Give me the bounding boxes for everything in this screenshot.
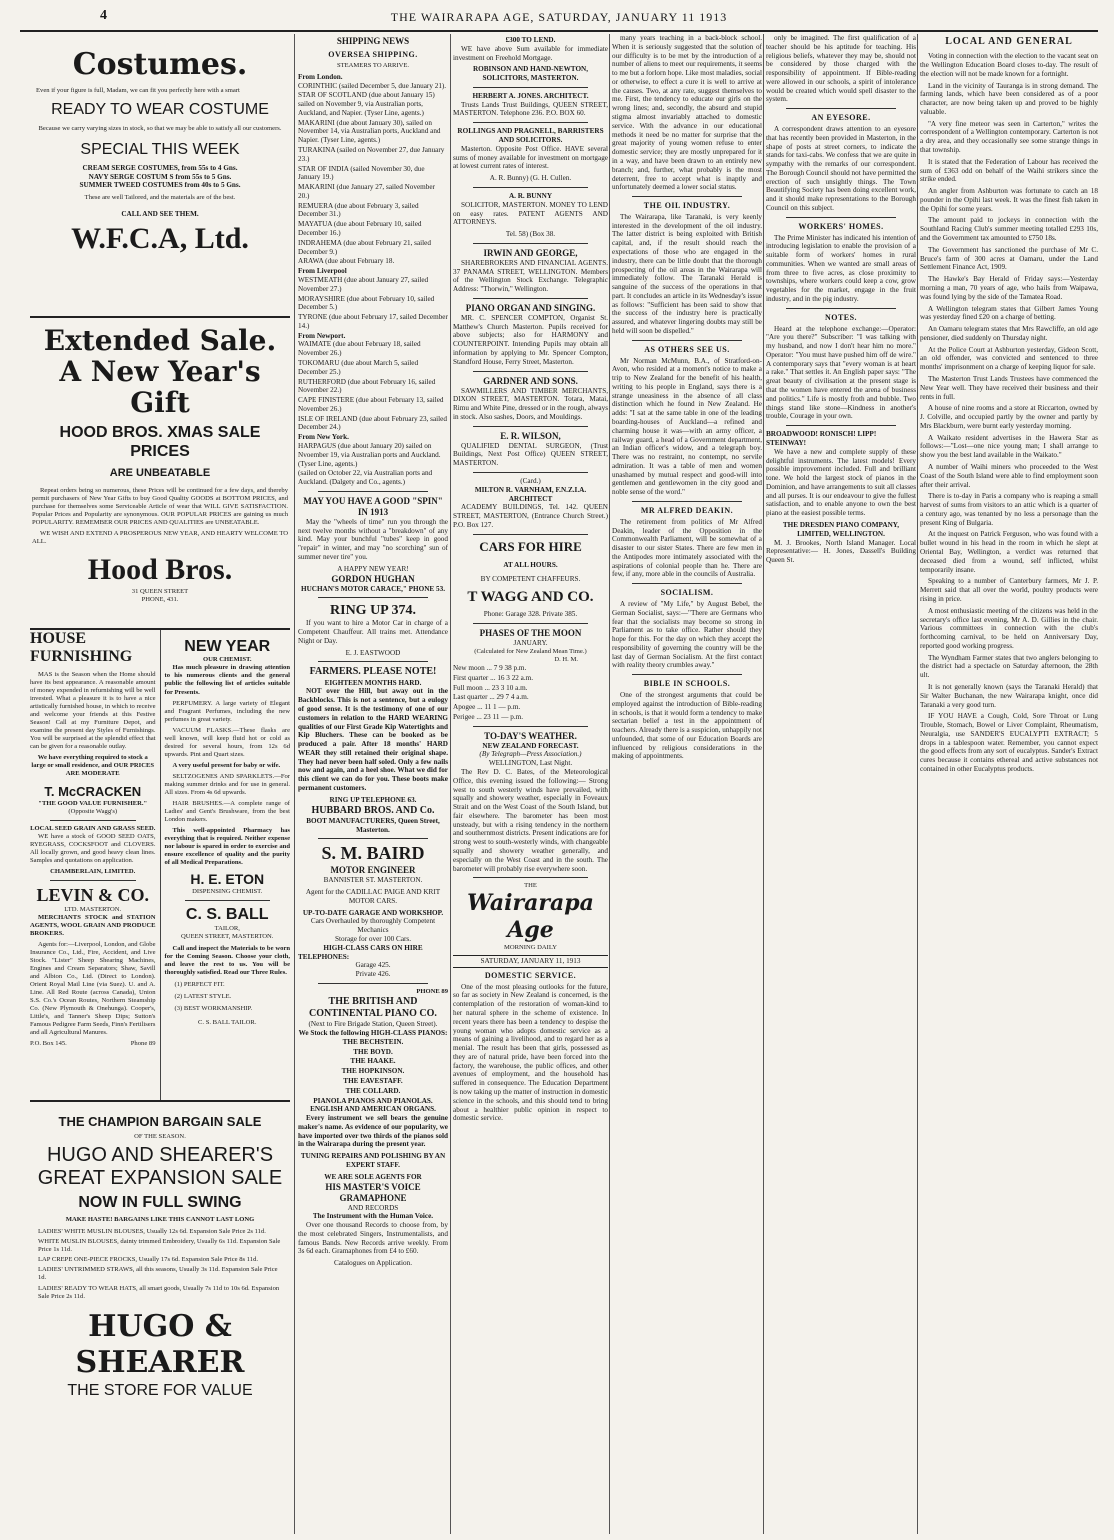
baird-role: MOTOR ENGINEER	[330, 865, 416, 876]
shipping-entry: REMUERA (due about February 3, sailed December 31.)	[298, 201, 419, 219]
newyear-item: This well-appointed Pharmacy has everything that is required. Neither expense nor labour is spared in order to exercise and ensure excellence of quality and the purity of all Medical Preparations.	[164, 826, 290, 867]
house-body: MAS is the Season when the Home should have its best appearance. A reasonable amount of money expended in refurnishing will be well invested. What a pleasure it is to have a nice artistically furnished house, in which to receive and welcome your friends at this Festive Season! Call at my Furniture Depot, and examine the present day Styles of Furnishings. You will be surprised at the splendid effect that can be given for a reasonable outlay.	[30, 670, 156, 751]
moon-row: Perigee ... 23 11 — p.m.	[453, 712, 524, 721]
hood-line1: HOOD BROS. XMAS SALE	[59, 424, 261, 442]
moon-row: Apogee ... 11 1 — p.m.	[453, 703, 521, 712]
levin-body: MERCHANTS STOCK and STATION AGENTS, WOOL GRAIN AND PRODUCE BROKERS.	[30, 914, 156, 938]
local-general-title: LOCAL AND GENERAL	[945, 36, 1073, 47]
shipping-entry: CAPE FINISTERE (due about February 13, sailed November 26.)	[298, 396, 444, 413]
local-paragraph: The Masterton Trust Lands Trustees have commenced the New Year well. They have received their business and their rents in full.	[920, 374, 1098, 401]
local-paragraph: A house of nine rooms and a store at Riccarton, owned by J. Colville, and occupied partly by the owner and partly by Mrs Blackburn, were burnt early yesterday morning.	[920, 404, 1098, 430]
moon-row: First quarter ... 16 3 22 a.m.	[453, 673, 534, 682]
hood-title: Extended Sale.	[43, 324, 277, 357]
costumes-firm: W.F.C.A, Ltd.	[71, 222, 249, 255]
house-tag: "THE GOOD VALUE FURNISHER."	[38, 800, 148, 808]
varnham-card: (Card.)	[520, 477, 541, 485]
farmers-body: NOT over the Hill, but away out in the Backblocks. This is not a sentence, but a eulogy of good sense. It is the testimony of one of our customers in relation to the HARD WEARING qualities of our First Grade Kip Watertights and Kip Bluchers. These can be booked as be produced a pair. After 18 months' HARD WEAR they still retained their original shape. They had never been half soled. Only a few nails now and again, and a heel shoe. What we did for this client we can do for you. These boots make permanent customers.	[298, 687, 448, 793]
column-rule	[917, 34, 918, 1534]
article-continued: many years teaching in a back-block school. When it is seriously suggested that the solution of our difficulty is to be met by the introduction of a number of aliens to meet our requirements, it seems to me but a forlorn hope. Like most maladies, social or otherwise, to effect a cure it is well to arrive at the causes. Two, at any rate, suggest themselves to me. First, the tendency to educate our girls on the wrong lines; and, secondly, the absurd and stupid stigma almost invariably attached to domestic service. With the advance in our educational methods it need be no matter for surprise that the great majority of young women refuse to enter domestic service; they are mostly unprepared for it in a way, and have been drawn to an entirely new branch; and, further, what probably is the most deterrent, free to accept what is inaptly and unfortunately deemed a lower social status.	[612, 34, 762, 192]
local-paragraph: Speaking to a number of Canterbury farmers, Mr J. P. Merrett said that all over the world, poultry products were rising in price.	[920, 577, 1098, 603]
piano-brand: THE BECHSTEIN.	[342, 1037, 404, 1046]
baird-garage: UP-TO-DATE GARAGE AND WORKSHOP.	[302, 908, 444, 917]
pianos-body: We have a new and complete supply of these delightful instruments. The latest models! Every possible improvement included. Full and brilliant tone. We hold the largest stock of pianos in the Dominion, and have arrangements to suit all classes and all purses. It is our endeavour to give the fullest satisfaction, and to enable anyone to own the best piano at the easiest possible terms.	[766, 447, 916, 518]
irwin-body: SHAREBROKERS AND FINANCIAL AGENTS. 37 PANAMA STREET, WELLINGTON. Members of the Wellington Stock Exchange. Telegraphic Address: "Thorwin," Wellington.	[453, 258, 608, 294]
local-paragraph: Voting in connection with the election to the vacant seat on the Wellington Education Board closes to-day. The result of the election will not be made known for a fortnight.	[920, 52, 1098, 78]
shipping-entry: MAYATUA (due about February 10, sailed December 16.)	[298, 220, 422, 238]
cars-by: BY COMPETENT CHAFFEURS.	[480, 575, 581, 584]
local-paragraph: At the inquest on Patrick Ferguson, who was found with a bullet wound in his head in the room in which he slept at Oriental Bay, Wellington, a verdict was returned that deceased died from a wound, self inflicted, whilst temporarily insane.	[920, 530, 1098, 574]
column-1	[30, 34, 290, 1534]
hood-line3: ARE UNBEATABLE	[109, 467, 211, 480]
column-2	[298, 34, 448, 1534]
hood-body: Repeat orders being so numerous, these Prices will be continued for a few days, and thereby permit purchasers of New Year Gifts to buy Good Quality GOODS at BOTTOM PRICES, and purchase for themselves some Serviceable Article of wear that WILL GIVE SATISFACTION. Popular Prices and Popularity are synonymous. OUR POPULAR PRICES are gaining us much POPULARITY. REMEMBER OUR PRICES AND QUALITIES are UNBEATABLE.	[32, 486, 288, 526]
pragnell-title: ROLLINGS AND PRAGNELL, BARRISTERS AND SOLICITORS.	[457, 127, 604, 145]
shipping-sub2: STEAMERS TO ARRIVE.	[336, 61, 410, 69]
page-number: 4	[100, 8, 107, 23]
weather-by: (By Telegraph—Press Association.)	[479, 750, 582, 759]
piano-address: (Next to Fire Brigade Station, Queen Street).	[308, 1020, 438, 1029]
newyear-item: SELTZOGENES AND SPARKLETS.—For making summer drinks and for use in general. All sizes. From 4s 6d upwards.	[164, 772, 290, 796]
costumes-item: CREAM SERGE COSTUMES, from 55s to 4 Gns.	[82, 163, 238, 172]
bible-title: BIBLE IN SCHOOLS.	[643, 679, 731, 689]
shipping-entry: MAKARINI (due January 27, sailed November 20.)	[298, 183, 435, 200]
farmers-title: FARMERS. PLEASE NOTE!	[309, 666, 437, 678]
piano-phone: PHONE 89	[416, 987, 448, 995]
spin-firm: GORDON HUGHAN	[331, 573, 415, 584]
local-paragraph: An angler from Ashburton was fortunate to catch an 18 pounder in the Opihi last week. It was the finest fish taken in the Opihi for some years.	[920, 187, 1098, 213]
piano-agents: WE ARE SOLE AGENTS FOR	[324, 1172, 422, 1181]
moon-title: PHASES OF THE MOON	[479, 628, 582, 639]
hugo-line1: HUGO AND SHEARER'S	[46, 1143, 274, 1166]
hood-line2: PRICES	[130, 442, 190, 460]
piano-gram: GRAMAPHONE	[339, 1192, 407, 1203]
wilson-title: E. R. WILSON,	[500, 430, 561, 441]
hood-address: 31 QUEEN STREET	[131, 588, 189, 596]
csball-rule: (2) LATEST STYLE.	[174, 992, 232, 1000]
spin-title: MAY YOU HAVE A GOOD "SPIN" IN 1913	[303, 495, 443, 517]
local-paragraph: The Wyndham Farmer states that two anglers belonging to the district had a spectacle on Saturday afternoon, the 28th ult.	[920, 653, 1098, 680]
shipping-entry: ARAWA (due about February 18.	[298, 257, 395, 266]
shipping-entry: STAR OF INDIA (sailed November 30, due January 19.)	[298, 164, 425, 182]
csball-rule: (1) PERFECT FIT.	[174, 980, 225, 988]
hood-phone: PHONE, 431.	[141, 596, 179, 604]
costumes-special: SPECIAL THIS WEEK	[80, 141, 240, 159]
bunny-body: SOLICITOR, MASTERTON. MONEY TO LEND on easy rates. PATENT AGENTS AND ATTORNEYS.	[453, 200, 608, 227]
shipping-entry: CORINTHIC (sailed December 5, due January 21).	[298, 81, 447, 90]
farmers-firm: HUBBARD BROS. AND Co.	[311, 804, 435, 816]
piano-pianola: PIANOLA PIANOS AND PIANOLAS.	[313, 1096, 433, 1105]
levin-sub: LTD. MASTERTON.	[64, 905, 122, 913]
baird-private: Private 426.	[355, 970, 391, 979]
local-paragraph: It is not generally known (says the Taranaki Herald) that Sir Walter Buchanan, the new Wairarapa knight, once did Taranaki a very good turn.	[920, 682, 1098, 709]
local-paragraph: It is stated that the Federation of Labour has received the sum of £363 odd on behalf of the Waihi strikers since the strike ended.	[920, 157, 1098, 184]
domestic-title: DOMESTIC SERVICE.	[484, 970, 577, 980]
shipping-sub: OVERSEA SHIPPING.	[328, 49, 418, 59]
cars-title: CARS FOR HIRE	[479, 538, 582, 554]
piano-hmv: HIS MASTER'S VOICE	[325, 1181, 421, 1192]
lend-body: WE have above Sum available for immediate investment on Freehold Mortgage.	[453, 44, 608, 62]
house-title: HOUSE FURNISHING	[30, 630, 133, 666]
hugo-shearer-ad	[30, 1102, 290, 1534]
shipping-entry: ISLE OF IRELAND (due about February 23, sailed December 24.)	[298, 414, 447, 432]
baird-agents: Agent for the CADILLAC PAIGE AND KRIT MOTOR CARS.	[305, 888, 441, 905]
house-firm: T. McCRACKEN	[44, 784, 142, 800]
column-rule	[763, 34, 764, 1534]
masthead-title: Wairarapa Age	[467, 890, 594, 944]
pianos-firm: THE DRESDEN PIANO COMPANY, LIMITED, WELLINGTON.	[782, 520, 900, 538]
baird-tel: TELEPHONES:	[298, 952, 350, 961]
deakin-body: The retirement from politics of Mr Alfred Deakin, leader of the Opposition in the Commonwealth Parliament, will be somewhat of a disaster to our sister States. There are few men in the Antipodes more intimately associated with the aspirations of colonial people than he. There are few, if any, more able in the councils of Australia.	[612, 517, 762, 579]
hood-firm: Hood Bros.	[87, 552, 233, 586]
csball-rule: (3) BEST WORKMANSHIP.	[174, 1005, 253, 1013]
moon-note: (Calculated for New Zealand Mean Time.)	[474, 647, 587, 655]
jones-body: Trusts Lands Trust Buildings, QUEEN STREET, MASTERTON. Telephone 236. P.O. BOX 60.	[453, 100, 608, 118]
costumes-body: Because we carry varying sizes in stock, so that we may be able to satisfy all our customers.	[38, 125, 282, 133]
column-4	[612, 34, 762, 1534]
spin-body: May the "wheels of time" run you through the next twelve months without a "breakdown" of any kind. May your bunchful "tubes" keep in good "repair" in winter, and may "no scorching" sun of summer never tire" you.	[298, 517, 448, 561]
lend-firm: ROBINSON AND HAND-NEWTON, SOLICITORS, MASTERTON.	[472, 65, 589, 83]
piano-stock: We Stock the following HIGH-CLASS PIANOS:	[298, 1029, 448, 1038]
hugo-season: OF THE SEASON.	[134, 1132, 186, 1140]
hugo-item: WHITE MUSLIN BLOUSES, dainty trimmed Embroidery, Usually 6s 11d. Expansion Sale Price 1s 11d.	[38, 1238, 281, 1254]
shipping-entry: WAIMATE (due about February 18, sailed November 26.)	[298, 340, 421, 358]
shipping-entry: TOKOMARU (due about March 5, sailed December 25.)	[298, 358, 419, 376]
column-rule	[294, 34, 295, 1534]
varnham-title: MILTON R. VARNHAM, F.N.Z.I.A.	[474, 485, 587, 494]
hugo-item: LADIES' UNTRIMMED STRAWS, all this seasons, Usually 3s 11d. Expansion Sale Price 1d.	[38, 1266, 278, 1282]
irwin-title: IRWIN AND GEORGE,	[483, 247, 578, 258]
others-title: AS OTHERS SEE US.	[644, 344, 730, 354]
baird-garage-no: Garage 425.	[355, 961, 391, 970]
costumes-item: NAVY SERGE COSTUM S from 55s to 5 Gns.	[88, 172, 232, 181]
piano-body: Every instrument we sell bears the genuine maker's name. As evidence of our popularity, we have imported over two thirds of the pianos sold in the Wairarapa during the present year.	[298, 1114, 448, 1149]
gardner-body: SAWMILLERS AND TIMBER MERCHANTS, DIXON STREET, MASTERTON. Totara, Matai, Rimu and White Pine, dressed or in the rough, always in stock. Also sashes, Doors, and Mouldings.	[453, 386, 608, 421]
others-body: Mr Norman McMunn, B.A., of Stratford-on-Avon, who resided at a moment's notice to make a trip to New Zealand for the benefit of his health, writing to his people in England, says there is a strange uneasiness in the absence of all class distinction which he found in New Zealand. He adds: "I sat at the same table in one of the leading boarding-houses of Auckland—a refined and charming house it was—with an army officer, a railway guard, a head of a Government department, an Indian officer's widow, and a telegraph boy. There was no restraint, no contempt, no servile admiration. It was a table of men and women unashamed by mutual respect and good-will into gentlemen and gentlewomen in the city good and noble sense of the word."	[612, 356, 762, 497]
baird-street: BANNISTER ST. MASTERTON.	[323, 876, 423, 885]
piano-brand: THE COLLARD.	[345, 1086, 401, 1095]
house-note: We have everything required to stock a large or small residence, and OUR PRICES ARE MODERATE	[31, 754, 155, 778]
shipping-entry: WESTMEATH (due about January 27, sailed November 27.)	[298, 275, 429, 293]
piano-brand: THE HOPKINSON.	[341, 1067, 405, 1076]
levin-phone: Phone 89	[130, 1040, 156, 1048]
csball-title: C. S. BALL	[185, 906, 269, 924]
local-paragraph: At the Police Court at Ashburton yesterday, Gideon Scott, an old offender, was convicted and sentenced to three months' imprisonment on a charge of keeping liquor for sale.	[920, 345, 1098, 372]
baird-title: S. M. BAIRD	[321, 843, 425, 864]
spin-garage: HUCHAN'S MOTOR CARACE," PHONE 53.	[300, 584, 446, 593]
baird-care: Cars Overhauled by thoroughly Competent Mechanics	[310, 917, 436, 935]
jones-title: HERBERT A. JONES. ARCHITECT.	[472, 91, 589, 100]
domestic-body: One of the most pleasing outlooks for the future, so far as society in New Zealand is concerned, is the contemplation of the restoration of woman-kind to her natural sphere in the scheme of existence. In recent years there has been a tendency to despise the young woman who adopts domestic service as a means of gaining a livelihood, and to regard her as a menial. The result has been that girls, possessed as they are of natural pride, have been forced into the factory, the warehouse, the public offices, and other avenues of employment, and the household has suffered in consequence. The Education Department is now taking up the matter of instruction in domestic science in the schools, and this should tend to bring about a healthier public opinion in respect to domestic service.	[453, 982, 608, 1123]
shipping-entry: INDRAHEMA (due about February 21, sailed December 9.)	[298, 238, 431, 256]
oil-body: The Wairarapa, like Taranaki, is very keenly interested in the development of the oil industry. The latter district is being exploited with British capital, and, if the result should reach the expectations of those who are engaged in the industry, there can be little doubt that the thorough prospecting of the oil areas in the Wairarapa will immediately follow. The Taranaki Herald is sanguine of the success of the operations in that part. It concludes an article in its Wednesday's issue as follows: "Sufficient has been said to show that the success of the industry here is practically assured, and whatever lingering doubts may still be held will soon be dispelled."	[612, 212, 762, 335]
weather-place: WELLINGTON, Last Night.	[488, 759, 573, 768]
eyesore-title: AN EYESORE.	[811, 113, 871, 123]
column-3	[453, 34, 608, 1534]
shipping-from: From New York.	[298, 433, 349, 442]
shipping-entry: HARPAGUS (due about January 20) sailed on Nvoember 19, via Australian ports and Auckland. (Tyser Line, agents.)	[298, 442, 441, 468]
csball-sign: C. S. BALL TAILOR.	[198, 1019, 257, 1027]
column-5	[766, 34, 916, 1534]
workers-body: The Prime Minister has indicated his intention of introducing legislation to enable the provision of a suitable form of workers' homes in rural communities. When we wanted are small areas of from three to five acres, as close proximity to townships, where workers could keep a cow, grow vegetables for the market, engage in the fruit industry, and in the pig industry.	[766, 233, 916, 304]
shipping-entry: TYRONE (due about February 17, sailed December 14.)	[298, 313, 448, 330]
shipping-entry: (sailed on October 22, via Australian ports and Auckland. (Dalgety and Co., agents.)	[298, 469, 433, 487]
piano-brand: THE BOYD.	[353, 1047, 393, 1056]
oil-title: THE OIL INDUSTRY.	[643, 201, 731, 211]
weather-body: The Rev D. C. Bates, of the Meteorological Office, this evening issued the following:— Strong west to south westerly winds have prevailed, with squally and showery weather, especially in Foveaux Strait and on the West Coast of the South Island, but fair elsewhere. The barometer has been most unsteady, but with a rising tendency in the northern and southernmost districts. Present indications are for strong west to south-westerly winds, with changeable squally and showery weather generally, and especially on the West Coast and in the south. The barometer will probably rise everywhere soon.	[453, 768, 608, 873]
socialism-title: SOCIALISM.	[660, 588, 714, 598]
masthead-the: THE	[524, 882, 537, 890]
piano-cat: Catalogues on Application.	[333, 1259, 413, 1268]
weather-sub: NEW ZEALAND FORECAST.	[482, 741, 579, 750]
newyear-title: NEW YEAR	[184, 638, 271, 655]
ringup-title: RING UP 374.	[330, 603, 416, 619]
organ-body: MR. C. SPENCER COMPTON, Organist St. Matthew's Church Masterton. Pupils received for above subjects; also for HARMONY and COUNTERPOINT. Intending Pupils may obtain all information by applying to Mr. Spencer Compton, Standford House, Ferry Street, Masterton.	[453, 313, 608, 366]
seed-title: LOCAL SEED GRAIN AND GRASS SEED.	[30, 825, 156, 833]
house-opp: (Opposite Wagg's)	[68, 808, 118, 816]
moon-month: JANUARY.	[513, 639, 548, 648]
newyear-item: PERFUMERY. A large variety of Elegant and Fragrant Perfumes, including the new perfumes in great variety.	[164, 699, 290, 723]
piano-title: THE BRITISH AND CONTINENTAL PIANO CO.	[309, 995, 437, 1020]
pianos-agent: M. J. Brookes, North Island Manager. Local Representative:— H. Jones, Dassell's Building Queen St.	[766, 538, 916, 565]
costumes-ad	[30, 34, 290, 318]
csball-body: Call and inspect the Materials to be worn for the Coming Season. Choose your cloth, and leave the rest to us. You will be thoroughly satisfied. Read our Three Rules.	[164, 944, 290, 976]
pragnell-body: Masterton. Opposite Post Office. HAVE several sums of money available for investment on mortgage at lowest current rates of interest.	[453, 144, 608, 171]
notes-body: Heard at the telephone exchange:—Operator: "Are you there?" Subscriber: "I was talking with my husband, and now I don't hear him no more." Operator: "You must have pushed him off de wire." A contemporary says that "every woman is at heart a rake." That settles it. An English paper says: "The great beauty of civilisation at the present stage is that the women have entered the arena of business and politics." Life is mostly froth and bubble. Two things stand like stone—Kindness in another's trouble, Courage in your own.	[766, 324, 916, 421]
newyear-role: DISPENSING CHEMIST.	[192, 888, 263, 896]
farmers-sub: EIGHTEEN MONTHS HARD.	[324, 678, 422, 687]
levin-agents: Agents for:—Liverpool, London, and Globe Insurance Co., Ltd., Fire, Accident, and Live Stock. "Lister" Sheep Shearing Machines, Engines and Cream Separators; Shaw, Savill and Albion Co., Ltd. (Direct to London). Orient Royal Mail Line (via Suez). U. and A. Line. All Red Route (across Canada), Union S.S. Co.'s Ocean Routes, Northern Steamship Co. (New Plymouth & Onehunga). Cooper's, Little's, and Tanner's Sheep Dips; Sutton's Famous Pedigree Farm Seeds, Finn's Fertilisers and all Agricultural Manures.	[30, 941, 156, 1037]
pragnell-names: A. R. Bunny) (G. H. Cullen.	[489, 174, 572, 183]
hood-subtitle: A New Year's Gift	[59, 354, 261, 419]
local-paragraph: A Waikato resident advertises in the Hawera Star as follows:—"Lost—one nice young man; I shall arrange to show you the best land available in the Waikato."	[920, 433, 1098, 460]
weather-title: TO-DAY'S WEATHER.	[484, 730, 577, 741]
cars-sub: AT ALL HOURS.	[503, 560, 558, 569]
local-paragraph: A number of Waihi miners who proceeded to the West Coast of the South Island were able to find employment soon after their arrival.	[920, 463, 1098, 489]
local-paragraph: IF YOU HAVE a Cough, Cold, Sore Throat or Lung Trouble, Stomach, Bowel or Liver Complaint, Rheumatism, Neuralgia, use SANDER'S EUCALYPTI EXTRACT; 5 drops in a tablespoon water. Remember, you cannot expect the good effects from any sort of eucalyptus. Sander's Extract cures because it contains ethereal and active substances not contained in other Eucalyptus products.	[920, 712, 1098, 773]
shipping-from: From London.	[298, 72, 343, 81]
piano-records: AND RECORDS	[347, 1203, 399, 1212]
varnham-body: ACADEMY BUILDINGS, Tel. 142. QUEEN STREET, MASTERTON, (Entrance Church Street.) P.O. Box 127.	[453, 503, 608, 529]
column-rule	[450, 34, 451, 1534]
hugo-item: LADIES' WHITE MUSLIN BLOUSES, Usually 12s 6d. Expansion Sale Price 2s 11d.	[38, 1228, 266, 1236]
newspaper-title: THE WAIRARAPA AGE, SATURDAY, JANUARY 11 1913	[390, 10, 728, 24]
moon-row: Last quarter ... 29 7 4 a.m.	[453, 693, 529, 702]
csball-street: QUEEN STREET, MASTERTON.	[181, 932, 274, 940]
costumes-call: CALL AND SEE THEM.	[121, 210, 199, 219]
pianos-title: BROADWOOD! RONISCH! LIPP! STEINWAY!	[766, 430, 877, 447]
csball-role: TAILOR,	[214, 924, 240, 932]
cars-phone: Phone: Garage 328. Private 385.	[483, 610, 578, 619]
local-paragraph: An Oamaru telegram states that Mrs Rawcliffe, an old age pensioner, died suddenly on Thursday night.	[920, 325, 1098, 342]
masthead	[20, 8, 1098, 32]
masthead-sub: MORNING DAILY	[503, 944, 557, 952]
shipping-from: From Liverpool	[298, 267, 347, 276]
hugo-line2: GREAT EXPANSION SALE	[37, 1166, 283, 1189]
deakin-title: MR ALFRED DEAKIN.	[640, 506, 734, 515]
spin-wish: A HAPPY NEW YEAR!	[337, 564, 409, 573]
shipping-entry: TURAKINA (sailed on November 27, due January 23.)	[298, 146, 445, 163]
hugo-tag: THE STORE FOR VALUE	[67, 1381, 253, 1399]
organ-title: PIANO ORGAN AND SINGING.	[465, 302, 596, 313]
shipping-entry: RUTHERFORD (due about February 16, sailed November 22.)	[298, 377, 436, 395]
piano-voice: The Instrument with the Human Voice.	[312, 1212, 434, 1221]
masthead-date: SATURDAY, JANUARY 11, 1913	[453, 955, 608, 968]
moon-row: Full moon ... 23 3 10 a.m.	[453, 683, 528, 692]
ringup-firm: E. J. EASTWOOD	[345, 648, 401, 657]
costumes-intro: Even if your figure is full, Madam, we can fit you perfectly here with a smart	[36, 87, 240, 94]
seed-body: WE have a stock of GOOD SEED OATS, RYEGRASS, COCKSFOOT and CLOVERS. All locally grown, and good heavy clean lines. Samples and quotations on application.	[30, 833, 156, 865]
piano-brand: THE EAVESTAFF.	[343, 1076, 403, 1085]
costumes-note: These are well Tailored, and the materials are of the best.	[84, 194, 236, 202]
costumes-line: READY TO WEAR COSTUME	[51, 101, 269, 119]
shipping-from: From Newport.	[298, 331, 346, 340]
farmers-role: BOOT MANUFACTURERS, Queen Street, Masterton.	[306, 816, 440, 834]
newyear-firm: H. E. ETON	[190, 871, 265, 888]
varnham-role: ARCHITECT	[508, 494, 553, 503]
farmers-ring: RING UP TELEPHONE 63.	[329, 795, 417, 804]
notes-title: NOTES.	[824, 312, 858, 322]
moon-row: New moon ... 7 9 38 p.m.	[453, 664, 527, 672]
ringup-body: If you want to hire a Motor Car in charge of a Competent Chauffeur. All trains met. Attendance Night or Day.	[298, 619, 448, 645]
piano-brand: THE HAAKE.	[350, 1057, 396, 1066]
wilson-body: QUALIFIED DENTAL SURGEON, (Trust Buildings, Next Post Office) QUEEN STREET, MASTERTON.	[453, 441, 608, 468]
local-paragraph: The amount paid to jockeys in connection with the Southland Racing Club's summer meeting totalled £293 10s, and the Government tax amounted to £750 18s.	[920, 216, 1098, 243]
costumes-title: Costumes.	[72, 47, 248, 82]
moon-cols: D. H. M.	[554, 655, 578, 663]
baird-storage: Storage for over 100 Cars.	[334, 934, 412, 943]
piano-body2: Over one thousand Records to choose from, by the most celebrated Singers, Instrumentalists, and famous Bands. New Records arrive weekly. From 3s 6d each. Gramaphones from £4 to £60.	[298, 1221, 448, 1256]
hugo-line3: NOW IN FULL SWING	[78, 1193, 242, 1211]
local-paragraph: A most enthusiastic meeting of the citizens was held in the secretary's office last evening, Mr A. D. Gillies in the chair. Various committees in connection with the club's forthcoming carnival, to be held on Anniversary Day, reported good working progress.	[920, 606, 1098, 650]
hood-bros-ad	[30, 318, 290, 630]
local-paragraph: A Wellington telegram states that Gilbert James Young was yesterday fined £20 on a charge of betting.	[920, 304, 1098, 322]
socialism-body: A review of "My Life," by August Bebel, the German Socialist, says:—"There are Germans who fear that the socialists may become so strong in Parliament as to take office. Rather should they hope for this. For the day on which they accept the responsibility of governing the country will be the last day of German Socialism. At the first contact with reality theory crumbles away."	[612, 599, 762, 670]
seed-firm: CHAMBERLAIN, LIMITED.	[50, 868, 136, 876]
local-paragraph: "A very fine meteor was seen in Carterton," writes the correspondent of a Wellington contemporary. Carterton is not a dry area, and they occasionally see some strange things in that township.	[920, 119, 1098, 154]
levin-box: P.O. Box 145.	[30, 1040, 67, 1048]
shipping-title: SHIPPING NEWS	[336, 36, 410, 46]
local-paragraph: There is to-day in Paris a company who is reaping a small harvest of sums from visitors to an attic which is a quarter of a century ago, was tenanted by no less a personage than the present King of Bulgaria.	[920, 492, 1098, 527]
column-6	[920, 34, 1098, 1534]
hugo-item: LADIES' READY TO WEAR HATS, all smart goods, Usually 7s 11d to 10s 6d. Expansion Sale Price 2s 11d.	[38, 1284, 280, 1300]
baird-hire: HIGH-CLASS CARS ON HIRE	[323, 943, 423, 952]
newyear-item: VACUUM FLASKS.—These flasks are well known, will keep fluid hot or cold as desired for several hours, from 12s 6d upwards. Pint and Quart sizes.	[164, 726, 290, 758]
local-paragraph: The Hawke's Bay Herald of Friday says:—Yesterday morning a man, 70 years of age, who hails from Waipawa, was found lying by the side of the Tamatea Road.	[920, 275, 1098, 301]
bible-body: One of the strongest arguments that could be employed against the introduction of Bible-reading in schools, is that it would form a tendency to make sectarian belief a test in the appointment of teachers. Already there is a suspicion, unhappily not unfounded, that some of our Education Boards are influenced by religious considerations in the making of appointments.	[612, 690, 762, 761]
costumes-item: SUMMER TWEED COSTUMES from 40s to 5 Gns.	[79, 181, 241, 190]
local-paragraph: Land in the vicinity of Tauranga is in strong demand. The farming lands, which have been considered as of a poor character, are now being taken up and proved to be highly valuable.	[920, 81, 1098, 116]
piano-tuning: TUNING REPAIRS AND POLISHING BY AN EXPERT STAFF.	[300, 1152, 446, 1169]
local-paragraph: The Government has sanctioned the purchase of Mr C. Bruce's farm of 300 acres at Oamaru, under the Land Settlement Finance Act, 1909.	[920, 245, 1098, 272]
shipping-entry: MAKARINI (due about January 30), sailed on November 14, via Australian ports, Auckland and Napier. (Tyser Line, agents.)	[298, 118, 441, 145]
hood-wish: WE WISH AND EXTEND A PROSPEROUS NEW YEAR, AND HEARTY WELCOME TO ALL.	[32, 529, 288, 545]
article-continued: only be imagined. The first qualification of a teacher should be his aptitude for teaching. His religious beliefs, whatever they may be, should not be considered by those charged with the responsibility of appointment. If Bible-reading were allowed in our schools, a spirit of intolerance would be created which would spell disaster to the system.	[766, 34, 916, 104]
levin-title: LEVIN & CO.	[36, 885, 149, 906]
shipping-entry: STAR OF SCOTLAND (due about January 15) sailed on November 9, via Australian ports, Auckland, and Napier. (Tyser Line, agents.)	[298, 91, 435, 117]
hugo-title: THE CHAMPION BARGAIN SALE	[58, 1114, 262, 1129]
newyear-body: Has much pleasure in drawing attention to his numerous clients and the general public the following list of articles suitable for Presents.	[164, 664, 290, 696]
newyear-sub: OUR CHEMIST.	[202, 656, 252, 664]
hugo-lead: MAKE HASTE! BARGAINS LIKE THIS CANNOT LAST LONG	[65, 1216, 255, 1224]
column-rule	[609, 34, 610, 1534]
gardner-title: GARDNER AND SONS.	[483, 375, 578, 386]
piano-organs: ENGLISH AND AMERICAN ORGANS.	[310, 1105, 436, 1114]
hugo-firm: HUGO & SHEARER	[75, 1308, 245, 1381]
lend-title: £300 TO LEND.	[505, 36, 556, 44]
bunny-title: A. R. BUNNY	[508, 191, 553, 200]
newyear-item: A very useful present for baby or wife.	[172, 761, 281, 769]
eyesore-body: A correspondent draws attention to an eyesore that has recently been provided in Masterton, in the shape of posts at street corners, to indicate the stands for taxi-cabs. We confess that we are quite in sympathy with the remarks of our correspondent. The Borough Council should not have permitted the erection of such unsightly things. The Town Beautifying Society has been doing excellent work, and it should make representations to the Borough Council on this subject.	[766, 125, 916, 213]
hugo-item: LAP CREPE ONE-PIECE FROCKS, Usually 17s 6d. Expansion Sale Price 8s 11d.	[38, 1256, 259, 1264]
newyear-item: HAIR BRUSHES.—A complete range of Ladies' and Gent's Brushware, from the best London makers.	[164, 799, 290, 823]
bunny-tel: Tel. 58) (Box 38.	[505, 230, 556, 239]
cars-firm: T WAGG AND CO.	[467, 589, 594, 606]
workers-title: WORKERS' HOMES.	[798, 221, 884, 231]
shipping-entry: MORAYSHIRE (due about February 10, sailed December 5.)	[298, 294, 435, 312]
